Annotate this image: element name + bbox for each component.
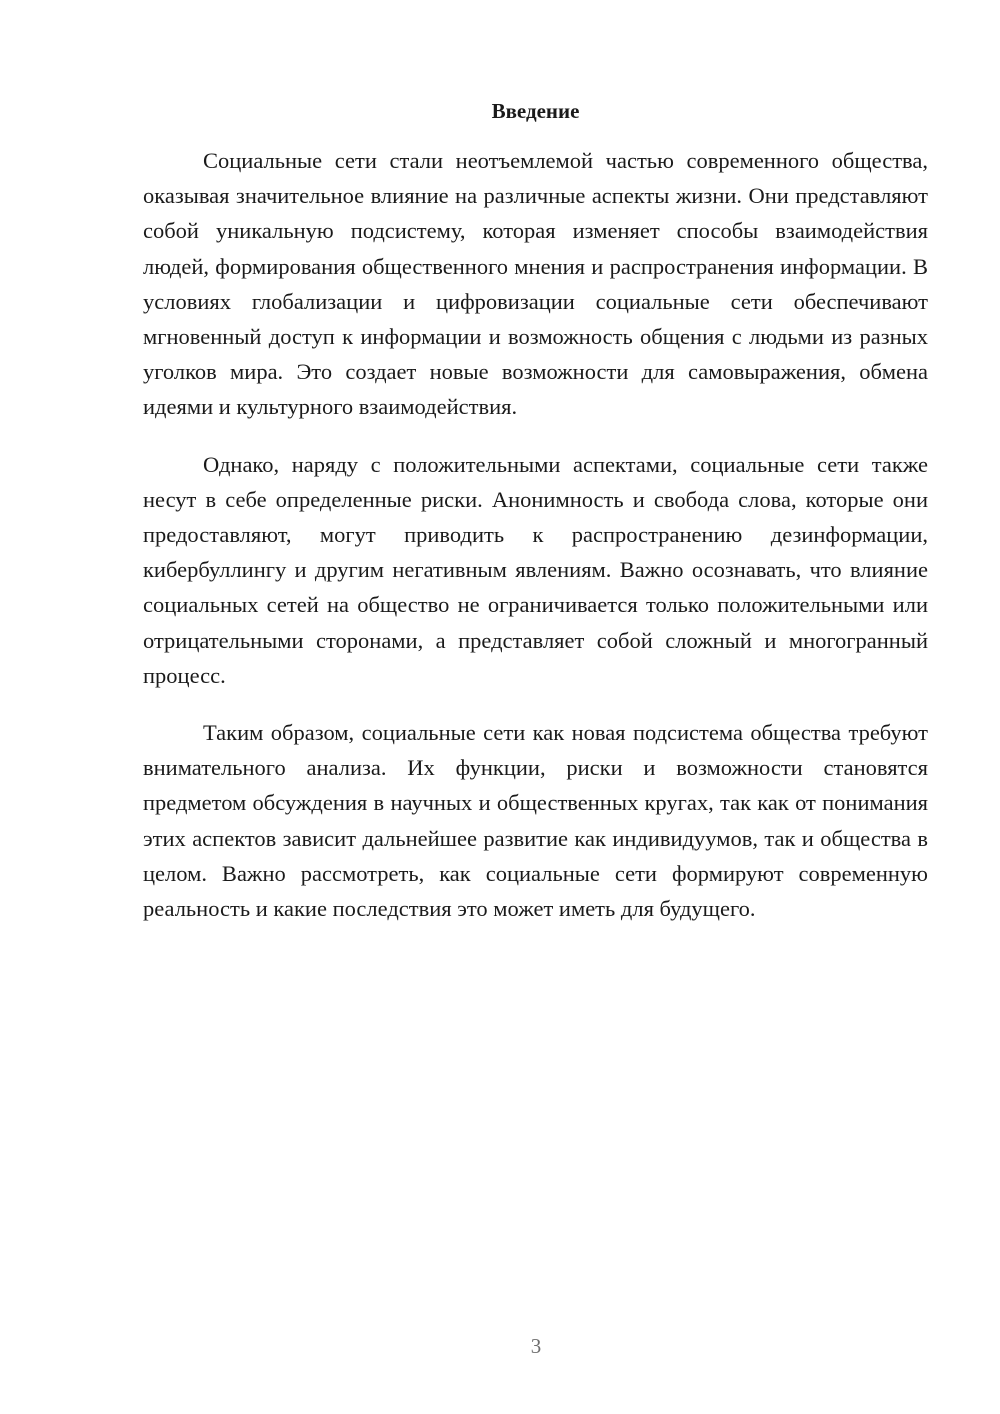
page-content — [143, 96, 928, 926]
paragraph-conclusion: Таким образом, социальные сети как новая подсистема общества требуют внимательного анализа. Их функции, риски и возможности становятся предметом обсуждения в научных и общественных кругах, так как от понимания этих аспектов зависит дальнейшее развитие как индивидуумов, так и общества в целом. Важно рассмотреть, как социальные сети формируют современную реальность и какие последствия это может иметь для будущего. — [143, 720, 928, 922]
section-heading: Введение — [491, 99, 580, 123]
paragraph-intro: Социальные сети стали неотъемлемой частью современного общества, оказывая значительное влияние на различные аспекты жизни. Они представляют собой уникальную подсистему, которая изменяет способы взаимодействия людей, формирования общественного мнения и распространения информации. В условиях глобализации и цифровизации социальные сети обеспечивают мгновенный доступ к информации и возможность общения с людьми из разных уголков мира. Это создает новые возможности для самовыражения, обмена идеями и культурного взаимодействия. — [143, 148, 928, 420]
page-number: 3 — [530, 1334, 542, 1358]
paragraph-risks: Однако, наряду с положительными аспектами, социальные сети также несут в себе определенные риски. Анонимность и свобода слова, которые они предоставляют, могут приводить к распространению дезинформации, кибербуллингу и другим негативным явлениям. Важно осознавать, что влияние социальных сетей на общество не ограничивается только положительными или отрицательными сторонами, а представляет собой сложный и многогранный процесс. — [143, 451, 928, 688]
